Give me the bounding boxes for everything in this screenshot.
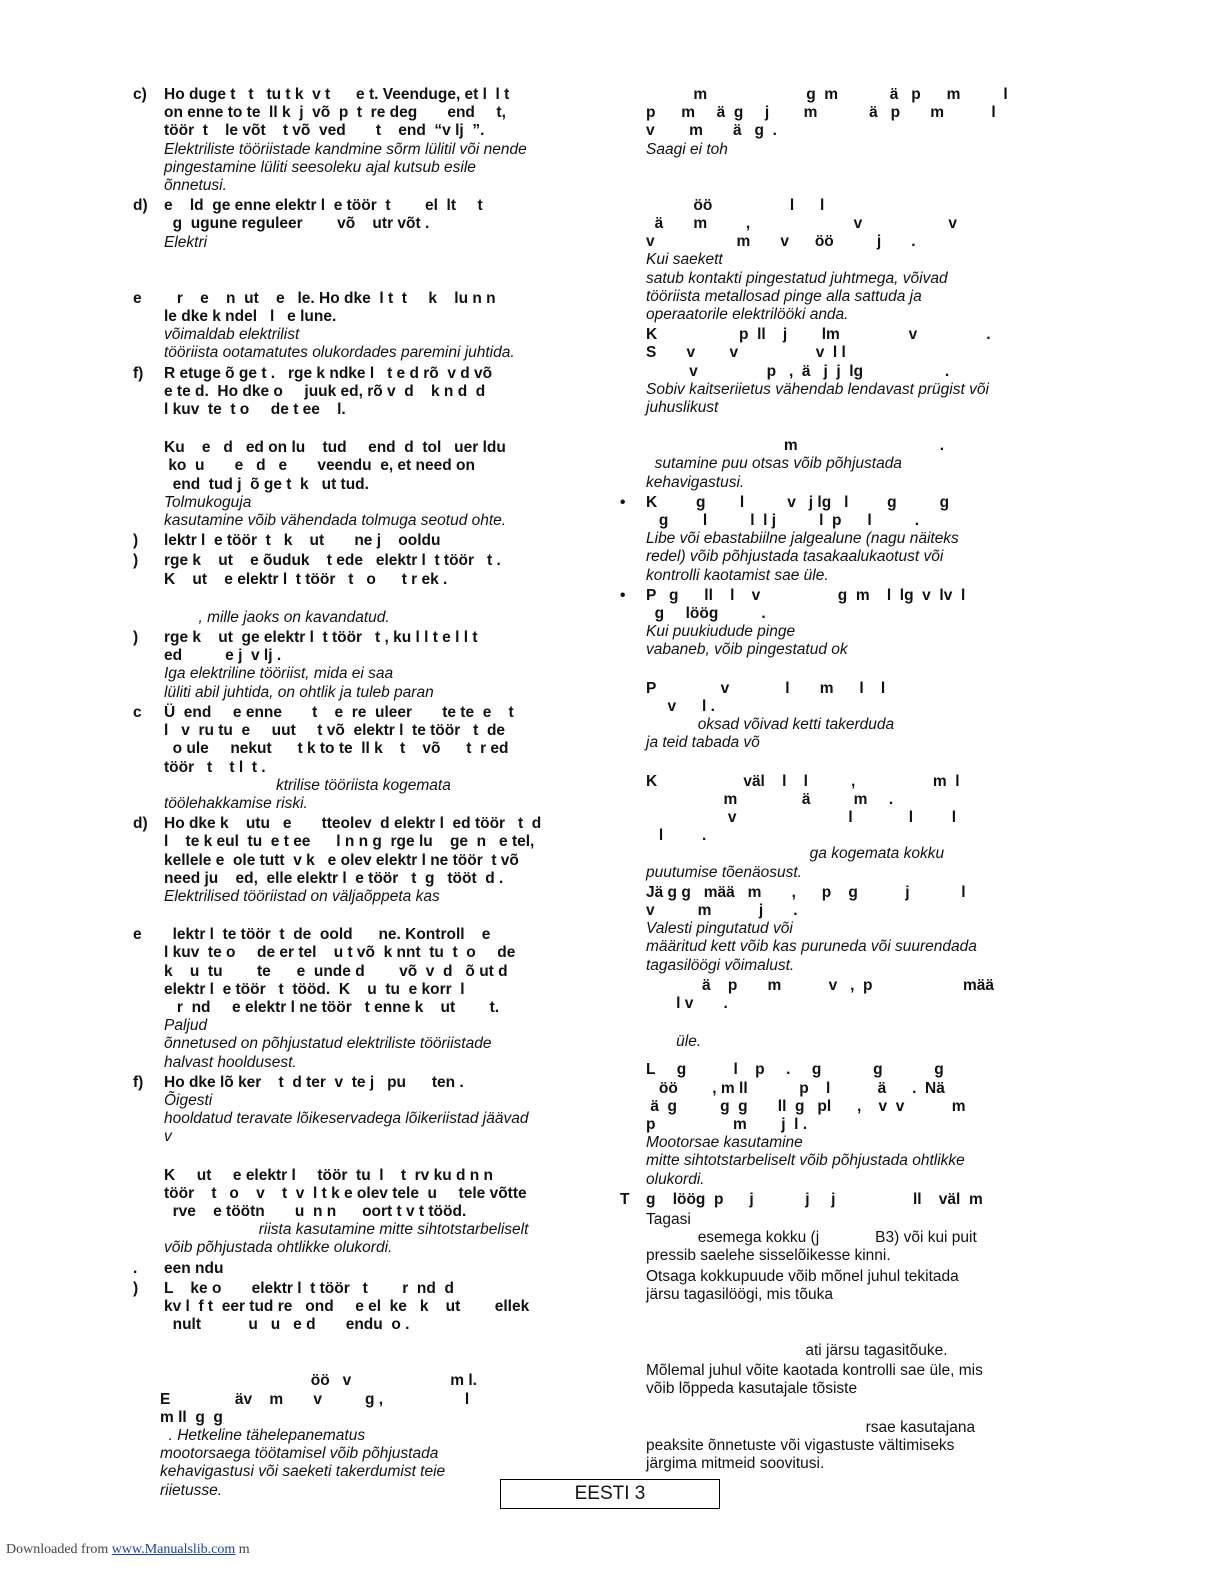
list-marker: ): [133, 552, 139, 570]
instruction-item: [620, 1362, 1090, 1398]
list-marker: d): [133, 197, 148, 215]
paragraph-text: ati järsu tagasitõuke.: [646, 1341, 948, 1359]
instruction-item: [133, 629, 603, 702]
instruction-explanation: . Hetkeline tähelepanematus mootorsaega töötamisel võib põhjustada kehavigastusi või saeketi takerdumist teie riietusse.: [160, 1427, 446, 1499]
instruction-item: [133, 609, 603, 627]
instruction-item: [133, 439, 603, 530]
instruction-heading: g löög p j j j ll väl m: [646, 1190, 983, 1208]
instruction-explanation: Õigesti hooldatud teravate lõikeservadega lõikeriistad jäävad v: [164, 1091, 529, 1146]
instruction-item: [133, 1260, 603, 1278]
instruction-explanation: Libe või ebastabiilne jalgealune (nagu näiteks redel) võib põhjustada tasakaalukaotust või kontrolli kaotamist sae üle.: [646, 530, 959, 584]
instruction-item: [133, 197, 603, 252]
instruction-explanation: Elektri: [164, 233, 208, 251]
instruction-heading: L ke o elektr l t töör t r nd d kv l f t eer tud re ond e el ke k ut ellek nult u u e d endu o .: [164, 1279, 530, 1334]
instruction-item: [620, 1342, 1090, 1360]
instruction-item: [133, 532, 603, 550]
left-column: [133, 86, 603, 1502]
download-suffix: m: [235, 1542, 250, 1557]
instruction-heading: K ut e elektr l töör tu l t rv ku d n n töör t o v t v l t k e olev tele u tele võtte rve e töötn u n n oort t v t tööd.: [164, 1166, 527, 1220]
instruction-heading: öö l l ä m , v v v m v öö j .: [646, 196, 957, 251]
list-marker: ): [133, 629, 139, 647]
instruction-item: [133, 86, 603, 195]
instruction-explanation: Tolmukoguja kasutamine võib vähendada tolmuga seotud ohte.: [164, 493, 507, 530]
instruction-item: [620, 197, 1090, 324]
instruction-heading: r e n ut e le. Ho dke l t t k lu n n le dke k ndel l e lune.: [164, 289, 496, 326]
instruction-heading: P g ll l v g m l lg v lv l g löög .: [646, 586, 966, 623]
instruction-heading: Jä g g mää m , p g j l v m j .: [646, 883, 966, 919]
instruction-explanation: võimaldab elektrilist tööriista ootamatutes olukordades paremini juhtida.: [164, 326, 515, 362]
list-marker: f): [133, 1073, 144, 1091]
list-marker: .: [133, 1259, 138, 1277]
list-marker: •: [620, 493, 626, 511]
instruction-heading: lektr l e töör t k ut ne j ooldu: [164, 532, 441, 550]
instruction-explanation: Paljud õnnetused on põhjustatud elektriliste tööriistade halvast hooldusest.: [164, 1017, 492, 1071]
list-marker: e: [133, 926, 142, 944]
instruction-heading: een ndu: [164, 1259, 224, 1277]
instruction-explanation: ga kogemata kokku puutumise tõenäosust.: [646, 845, 945, 881]
manualslib-link[interactable]: www.Manualslib.com: [111, 1542, 236, 1557]
list-marker: c): [133, 86, 147, 103]
instruction-heading: m g m ä p m l p m ä g j m ä p m l v m ä g .: [646, 86, 1008, 140]
paragraph-text: rsae kasutajana peaksite õnnetuste või vigastuste vältimiseks järgima mitmeid soovitusi.: [646, 1418, 976, 1472]
instruction-explanation: üle.: [646, 1033, 702, 1051]
instruction-explanation: , mille jaoks on kavandatud.: [164, 608, 390, 626]
instruction-heading: L g l p . g g g öö , m ll p l ä . Nä ä g g g ll g pl , v v m p m j l .: [646, 1061, 966, 1133]
instruction-explanation: Saagi ei toh: [646, 140, 728, 158]
instruction-item: [133, 1074, 603, 1147]
instruction-item: [620, 977, 1090, 1013]
instruction-item: [620, 1061, 1090, 1188]
instruction-item: [620, 773, 1090, 882]
instruction-item: [133, 552, 603, 588]
instruction-explanation: Kui puukiudude pinge vabaneb, võib pingestatud ok: [646, 623, 848, 659]
list-marker: •: [620, 586, 626, 604]
instruction-item: [620, 326, 1090, 417]
download-note: [6, 1542, 250, 1558]
instruction-heading: öö v m l. E äv m v g , l m ll g g: [160, 1372, 477, 1426]
instruction-item: [133, 704, 603, 813]
instruction-item: [620, 1268, 1090, 1304]
instruction-heading: P v l m l l v l .: [646, 679, 886, 715]
instruction-item: [620, 1211, 1090, 1266]
instruction-heading: ä p m v , p mää l v .: [676, 976, 994, 1012]
instruction-heading: Ho dke k utu e tteolev d elektr l ed töör t d l te k eul tu e t ee l n n g rge lu ge n e tel, kellele e ole tutt v k e olev elektr l ne töör t võ need ju ed, elle elektr l e töör t g tööt d .: [164, 815, 542, 887]
instruction-item: [133, 1167, 603, 1258]
instruction-item: [620, 680, 1090, 753]
instruction-item: [133, 815, 603, 906]
instruction-item: [620, 1419, 1090, 1474]
instruction-explanation: Valesti pingutatud või määritud kett võib kas puruneda või suurendada tagasilöögi võimalust.: [646, 920, 977, 974]
instruction-item: [133, 365, 603, 420]
paragraph-text: Mõlemal juhul võite kaotada kontrolli sae üle, mis võib lõppeda kasutajale tõsiste: [646, 1362, 983, 1398]
instruction-heading: rge k ut ge elektr l t töör t , ku l l t e l l t ed e j v lj .: [164, 629, 478, 665]
instruction-heading: m .: [646, 437, 945, 455]
page-footer: [500, 1479, 720, 1509]
instruction-heading: Ho duge t t tu t k v t e t. Veenduge, et l l t on enne to te ll k j võ p t re deg end t, töör t le võt t võ ved t end “v lj ”.: [164, 86, 510, 140]
instruction-item: [133, 290, 603, 363]
instruction-item: [620, 884, 1090, 975]
instruction-heading: rge k ut e õuduk t ede elektr l t töör t . K ut e elektr l t töör t o t r ek .: [164, 552, 501, 588]
list-marker: T: [620, 1190, 630, 1208]
instruction-item: [620, 1033, 1090, 1051]
instruction-explanation: Elektrilised tööriistad on väljaõppeta kas: [164, 887, 440, 905]
list-marker: ): [133, 1279, 139, 1297]
instruction-heading: K väl l l , m l m ä m . v l l l l .: [646, 772, 960, 845]
instruction-explanation: Elektriliste tööriistade kandmine sõrm lülitil või nende pingestamine lüliti seesoleku ajal kutsub esile õnnetusi.: [164, 140, 527, 195]
instruction-item: [620, 86, 1090, 159]
instruction-heading: lektr l te töör t de oold ne. Kontroll e l kuv te o de er tel u t võ k nnt tu t o de k u tu te e unde d võ v d õ ut d elektr l e töör t tööd. K u tu e korr l r nd e elektr l ne töör t enne k ut t.: [164, 926, 516, 1016]
instruction-item: [133, 926, 603, 1072]
paragraph-text: Otsaga kokkupuude võib mõnel juhul tekitada järsu tagasilöögi, mis tõuka: [646, 1267, 959, 1303]
instruction-explanation: riista kasutamine mitte sihtotstarbeliselt võib põhjustada ohtlikke olukordi.: [164, 1221, 529, 1257]
right-column: [620, 86, 1090, 1475]
instruction-heading: Ho dke lõ ker t d ter v te j pu ten .: [164, 1073, 464, 1091]
instruction-heading: Ü end e enne t e re uleer te te e t l v ru tu e uut t võ elektr l te töör t de o ule nekut t k to te ll k t võ t r ed töör t t l t .: [164, 703, 514, 776]
instruction-explanation: Sobiv kaitseriietus vähendab lendavast prügist või juhuslikust: [646, 380, 989, 417]
paragraph-text: Tagasi esemega kokku (j B3) või kui puit pressib saelehe sisselõikesse kinni.: [646, 1210, 977, 1265]
list-marker: f): [133, 364, 144, 382]
instruction-heading: Ku e d ed on lu tud end d tol uer ldu ko u e d e veendu e, et need on end tud j õ ge t k ut tud.: [164, 439, 506, 493]
list-marker: c: [133, 703, 142, 721]
instruction-item: [620, 437, 1090, 492]
instruction-explanation: ktrilise tööriista kogemata töölehakkamise riski.: [164, 776, 451, 812]
instruction-explanation: oksad võivad ketti takerduda ja teid tabada võ: [646, 716, 895, 752]
instruction-item: [620, 494, 1090, 585]
list-marker: d): [133, 815, 148, 833]
instruction-heading: K g l v j lg l g g g l l l j l p l .: [646, 493, 950, 530]
instruction-heading: e ld ge enne elektr l e töör t el lt t g ugune reguleer võ utr võt .: [164, 197, 483, 233]
instruction-explanation: Iga elektriline tööriist, mida ei saa lüliti abil juhtida, on ohtlik ja tuleb paran: [164, 665, 434, 701]
instruction-heading: R etuge õ ge t . rge k ndke l t e d rõ v d võ e te d. Ho dke o juuk ed, rõ v d k n d d l kuv te t o de t ee l.: [164, 364, 493, 419]
page-number-label: EESTI 3: [574, 1483, 646, 1504]
list-marker: e: [133, 289, 142, 307]
instruction-heading: K p ll j lm v . S v v v l l v p , ä j j lg .: [646, 326, 991, 380]
instruction-item: [620, 587, 1090, 660]
instruction-explanation: sutamine puu otsas võib põhjustada kehavigastusi.: [646, 455, 902, 491]
instruction-explanation: Kui saekett satub kontakti pingestatud juhtmega, võivad tööriista metallosad pinge alla sattuda ja operaatorile elektrilööki anda.: [646, 251, 948, 324]
instruction-item: [133, 1280, 603, 1335]
instruction-item: [620, 1191, 1090, 1209]
download-prefix: Downloaded from: [6, 1542, 112, 1557]
list-marker: ): [133, 532, 139, 550]
instruction-explanation: Mootorsae kasutamine mitte sihtotstarbeliselt võib põhjustada ohtlikke olukordi.: [646, 1134, 965, 1188]
